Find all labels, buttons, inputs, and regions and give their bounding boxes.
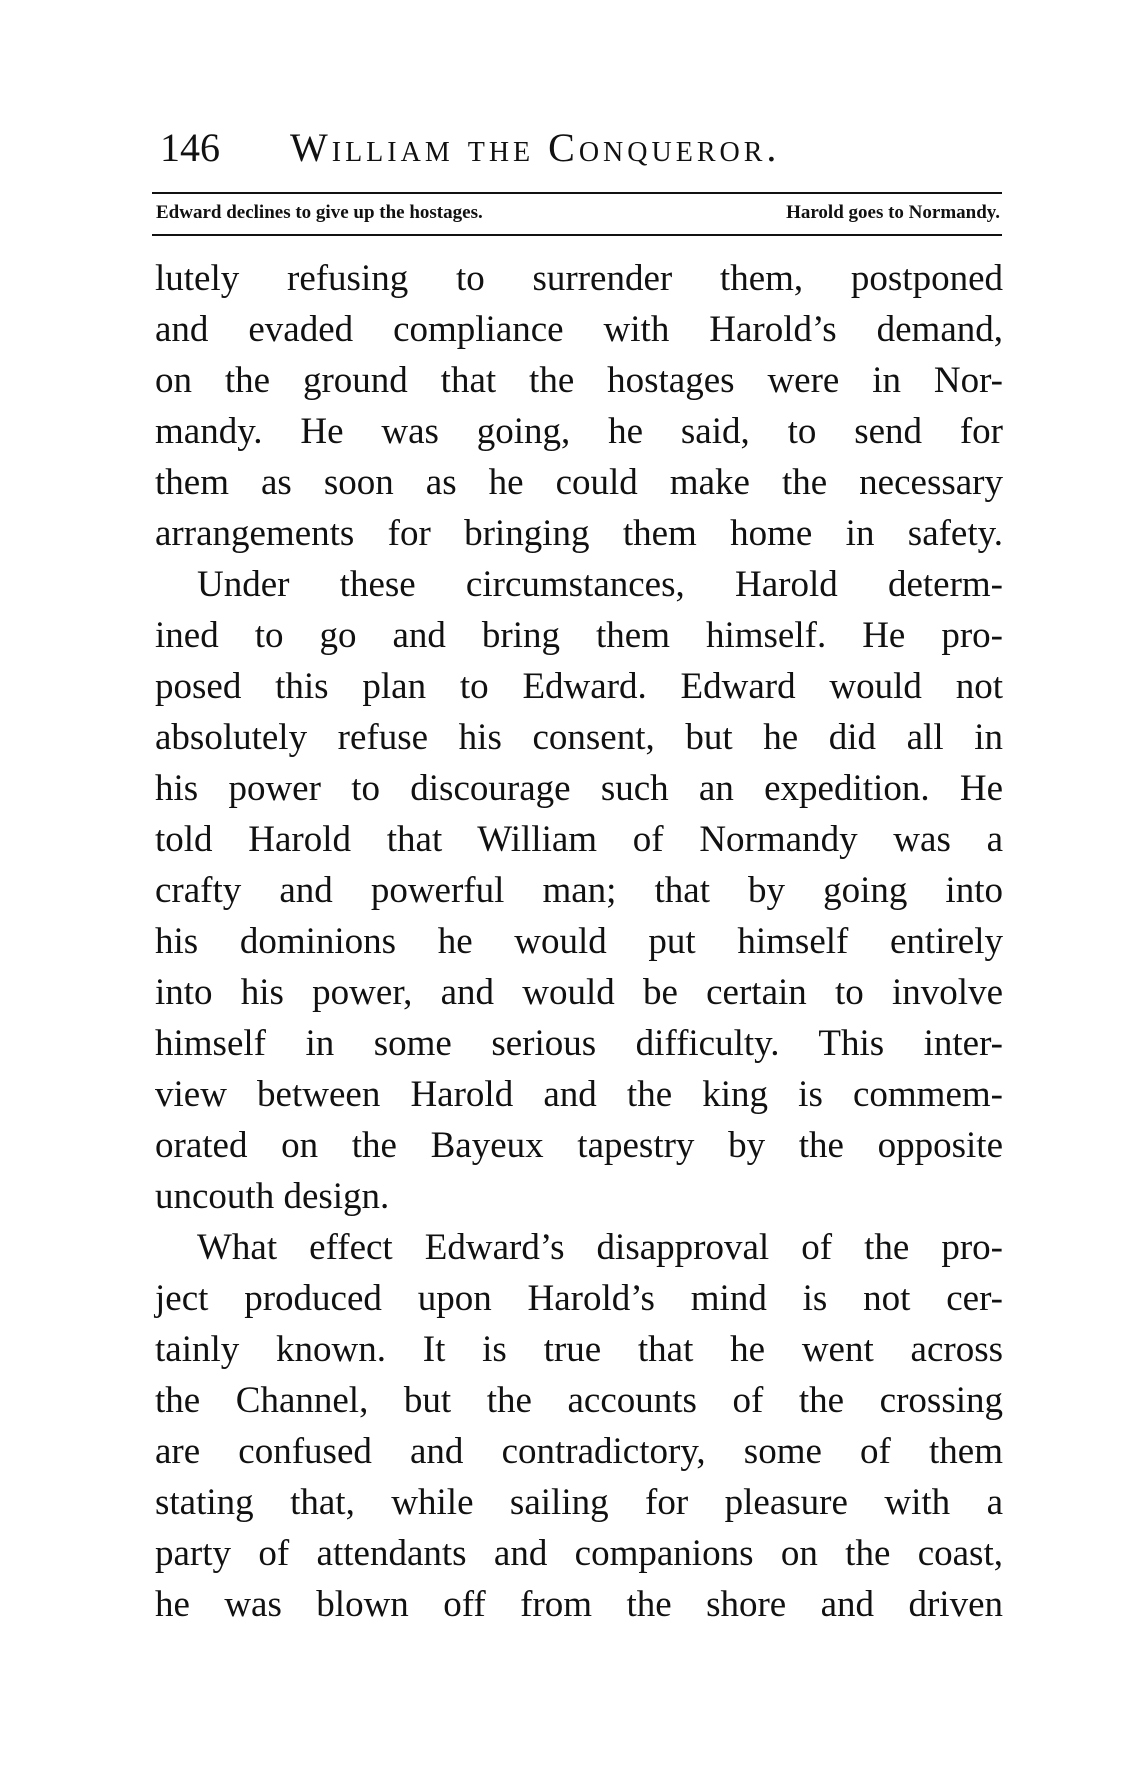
text-line: and evaded compliance with Harold’s demand, — [155, 309, 1003, 350]
text-line: into his power, and would be certain to involve — [155, 972, 1003, 1013]
page-number: 146 — [160, 125, 220, 170]
text-line: tainly known. It is true that he went across — [155, 1329, 1003, 1370]
text-line: lutely refusing to surrender them, postponed — [155, 258, 1003, 299]
shoulder-note-left: Edward declines to give up the hostages. — [156, 202, 483, 223]
text-line: crafty and powerful man; that by going into — [155, 870, 1003, 911]
text-line: himself in some serious difficulty. This inter- — [155, 1023, 1003, 1064]
text-line: party of attendants and companions on the coast, — [155, 1533, 1003, 1574]
text-line: his dominions he would put himself entirely — [155, 921, 1003, 962]
text-line: orated on the Bayeux tapestry by the opposite — [155, 1125, 1003, 1166]
shoulder-notes — [156, 198, 1000, 228]
text-line: on the ground that the hostages were in Nor- — [155, 360, 1003, 401]
shoulder-note-right: Harold goes to Normandy. — [786, 202, 1000, 223]
text-line: uncouth design. — [155, 1176, 390, 1217]
text-line: told Harold that William of Normandy was a — [155, 819, 1003, 860]
text-line: them as soon as he could make the necessary — [155, 462, 1003, 503]
text-line: posed this plan to Edward. Edward would not — [155, 666, 1003, 707]
text-line: mandy. He was going, he said, to send for — [155, 411, 1003, 452]
text-line: What effect Edward’s disapproval of the pro- — [197, 1227, 1003, 1268]
text-line: view between Harold and the king is commem- — [155, 1074, 1003, 1115]
text-line: the Channel, but the accounts of the crossing — [155, 1380, 1003, 1421]
text-line: absolutely refuse his consent, but he did all in — [155, 717, 1003, 758]
text-line: stating that, while sailing for pleasure with a — [155, 1482, 1003, 1523]
header-rule-bottom — [152, 234, 1002, 236]
text-line: ject produced upon Harold’s mind is not cer- — [155, 1278, 1003, 1319]
header-rule-top — [152, 192, 1002, 194]
running-title: William the Conqueror. — [290, 125, 781, 170]
text-line: his power to discourage such an expedition. He — [155, 768, 1003, 809]
text-line: arrangements for bringing them home in safety. — [155, 513, 1003, 554]
text-line: ined to go and bring them himself. He pro- — [155, 615, 1003, 656]
body-text — [155, 253, 1003, 1630]
text-line: he was blown off from the shore and driven — [155, 1584, 1003, 1625]
running-header — [160, 118, 1000, 178]
text-line: Under these circumstances, Harold determ- — [197, 564, 1003, 605]
text-line: are confused and contradictory, some of them — [155, 1431, 1003, 1472]
